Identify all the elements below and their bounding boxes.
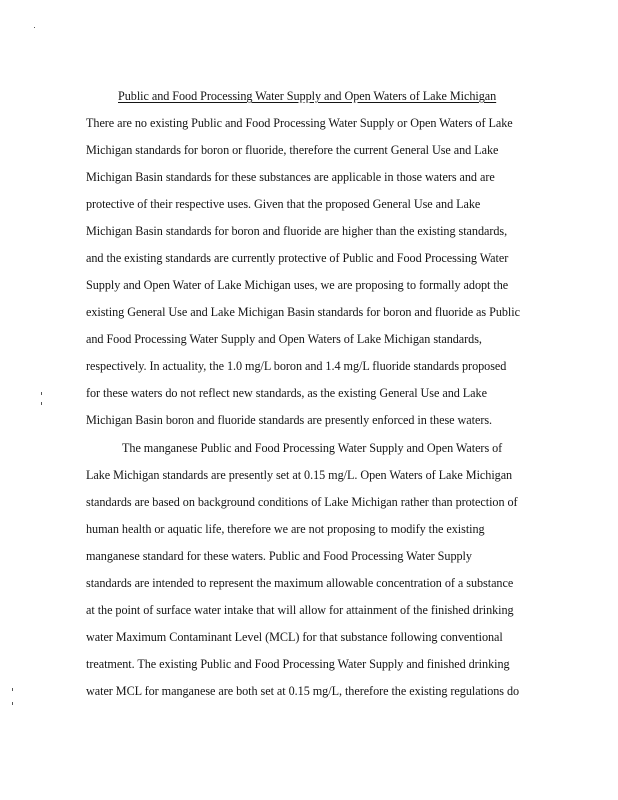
paragraph-2-line: water MCL for manganese are both set at 0.15 mg/L, therefore the existing regulations do	[86, 684, 520, 698]
paragraph-1-line: Michigan Basin standards for these substances are applicable in those waters and are	[86, 170, 495, 184]
section-heading: Public and Food Processing Water Supply and Open Waters of Lake Michigan	[118, 89, 497, 103]
paragraph-1-line: There are no existing Public and Food Processing Water Supply or Open Waters of Lake	[86, 116, 513, 130]
paragraph-2-line: human health or aquatic life, therefore we are not proposing to modify the existing	[86, 522, 485, 536]
paragraph-2-line: treatment. The existing Public and Food Processing Water Supply and finished drinking	[86, 657, 510, 671]
paragraph-2-line: Lake Michigan standards are presently set at 0.15 mg/L. Open Waters of Lake Michigan	[86, 468, 513, 482]
paragraph-1-line: Michigan Basin boron and fluoride standards are presently enforced in these waters.	[86, 413, 493, 427]
paragraph-1-line: for these waters do not reflect new standards, as the existing General Use and Lake	[86, 386, 487, 400]
paragraph-1-line: existing General Use and Lake Michigan Basin standards for boron and fluoride as Public	[86, 305, 520, 319]
paragraph-1-line: Supply and Open Water of Lake Michigan uses, we are proposing to formally adopt the	[86, 278, 509, 292]
paragraph-2-line: manganese standard for these waters. Public and Food Processing Water Supply	[86, 549, 472, 563]
paragraph-1-line: Michigan Basin standards for boron and fluoride are higher than the existing standards,	[86, 224, 508, 238]
paragraph-1-line: respectively. In actuality, the 1.0 mg/L boron and 1.4 mg/L fluoride standards proposed	[86, 359, 507, 373]
scan-speck	[12, 688, 13, 691]
paragraph-2-line: standards are intended to represent the maximum allowable concentration of a substance	[86, 576, 514, 590]
scan-speck	[34, 27, 35, 28]
paragraph-1-line: and Food Processing Water Supply and Open Waters of Lake Michigan standards,	[86, 332, 482, 346]
scan-speck	[12, 702, 13, 705]
paragraph-2-line: The manganese Public and Food Processing Water Supply and Open Waters of	[122, 441, 503, 455]
scan-speck	[41, 392, 42, 395]
paragraph-1-line: Michigan standards for boron or fluoride, therefore the current General Use and Lake	[86, 143, 499, 157]
paragraph-2-line: at the point of surface water intake that will allow for attainment of the finished drinking	[86, 603, 514, 617]
paragraph-2-line: water Maximum Contaminant Level (MCL) for that substance following conventional	[86, 630, 503, 644]
scan-speck	[41, 402, 42, 405]
paragraph-2-line: standards are based on background conditions of Lake Michigan rather than protection of	[86, 495, 518, 509]
paragraph-1-line: protective of their respective uses. Given that the proposed General Use and Lake	[86, 197, 481, 211]
paragraph-1-line: and the existing standards are currently protective of Public and Food Processing Water	[86, 251, 509, 265]
